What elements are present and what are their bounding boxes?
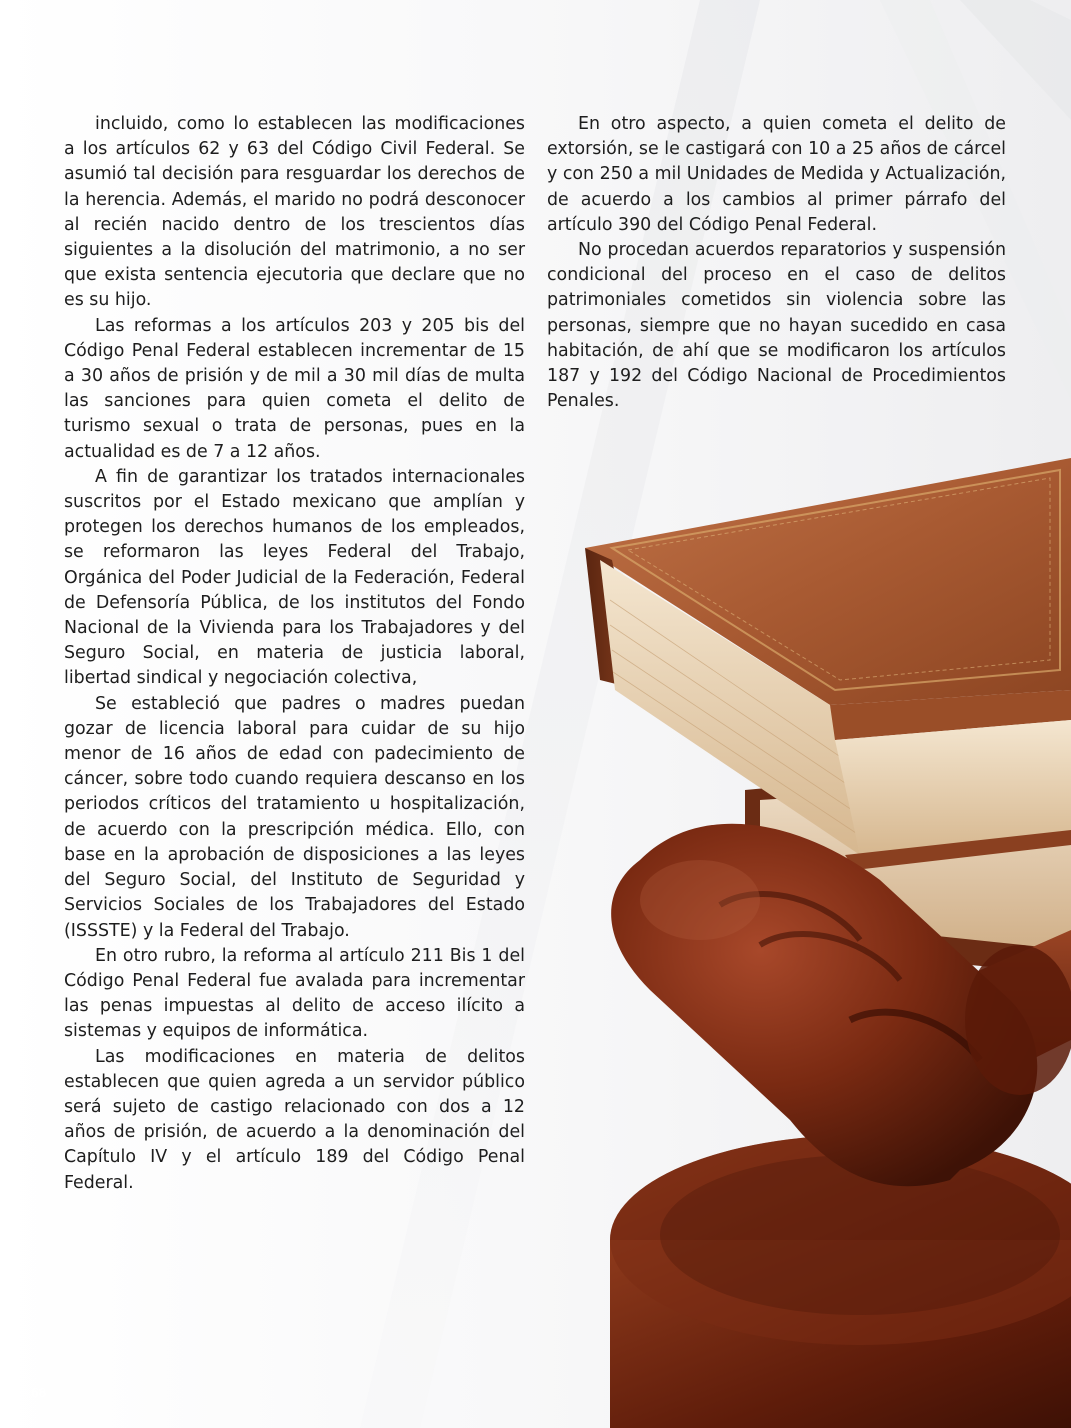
paragraph: A fin de garantizar los tratados internacionales suscritos por el Estado mexicano que amplían y protegen los derechos humanos de los empleados, se reformaron las leyes Federal del Trabajo, Orgánica del Poder Judicial de la Federación, Federal de Defensoría Pública, de los institutos del Fondo Nacional de la Vivienda para los Trabajadores y del Seguro Social, en materia de justicia laboral, libertad sindical y negociación colectiva, bbox=[64, 466, 525, 689]
paragraph: Las reformas a los artículos 203 y 205 bis del Código Penal Federal establecen incrementar de 15 a 30 años de prisión y de mil a 30 mil días de multa las sanciones para quien cometa el delito de turismo sexual o trata de personas, pues en la actualidad es de 7 a 12 años. bbox=[64, 315, 525, 462]
paragraph: No procedan acuerdos reparatorios y suspensión condicional del proceso en el caso de delitos patrimoniales cometidos sin violencia sobre las personas, siempre que no hayan sucedido en casa habitación, de ahí que se modificaron los artículos 187 y 192 del Código Nacional de Procedimientos Penales. bbox=[547, 240, 1006, 412]
paragraph: Se estableció que padres o madres puedan gozar de licencia laboral para cuidar de su hijo menor de 16 años de edad con padecimiento de cáncer, sobre todo cuando requiera descanso en los periodos críticos del tratamiento u hospitalización, de acuerdo con la prescripción médica. Ello, con base en la aprobación de disposiciones a las leyes del Seguro Social, del Instituto de Seguridad y Servicios Sociales de los Trabajadores del Estado (ISSSTE) y la Federal del Trabajo. bbox=[64, 693, 525, 941]
article-left-column bbox=[64, 112, 525, 1196]
paragraph: En otro rubro, la reforma al artículo 211 Bis 1 del Código Penal Federal fue avalada para incrementar las penas impuestas al delito de acceso ilícito a sistemas y equipos de informática. bbox=[64, 945, 525, 1042]
paragraph: Las modificaciones en materia de delitos establecen que quien agreda a un servidor público será sujeto de castigo relacionado con dos a 12 años de prisión, de acuerdo a la denominación del Capítulo IV y el artículo 189 del Código Penal Federal. bbox=[64, 1046, 525, 1193]
paragraph: incluido, como lo establecen las modificaciones a los artículos 62 y 63 del Código Civil Federal. Se asumió tal decisión para resguardar los derechos de la herencia. Además, el marido no podrá desconocer al recién nacido dentro de los trescientos días siguientes a la disolución del matrimonio, a no ser que exista sentencia ejecutoria que declare que no es su hijo. bbox=[64, 114, 525, 311]
paragraph: En otro aspecto, a quien cometa el delito de extorsión, se le castigará con 10 a 25 años de cárcel y con 250 a mil Unidades de Medida y Actualización, de acuerdo a los cambios al primer párrafo del artículo 390 del Código Penal Federal. bbox=[547, 114, 1006, 235]
page-number: 68 bbox=[31, 1386, 47, 1400]
article-right-column bbox=[547, 112, 1006, 414]
